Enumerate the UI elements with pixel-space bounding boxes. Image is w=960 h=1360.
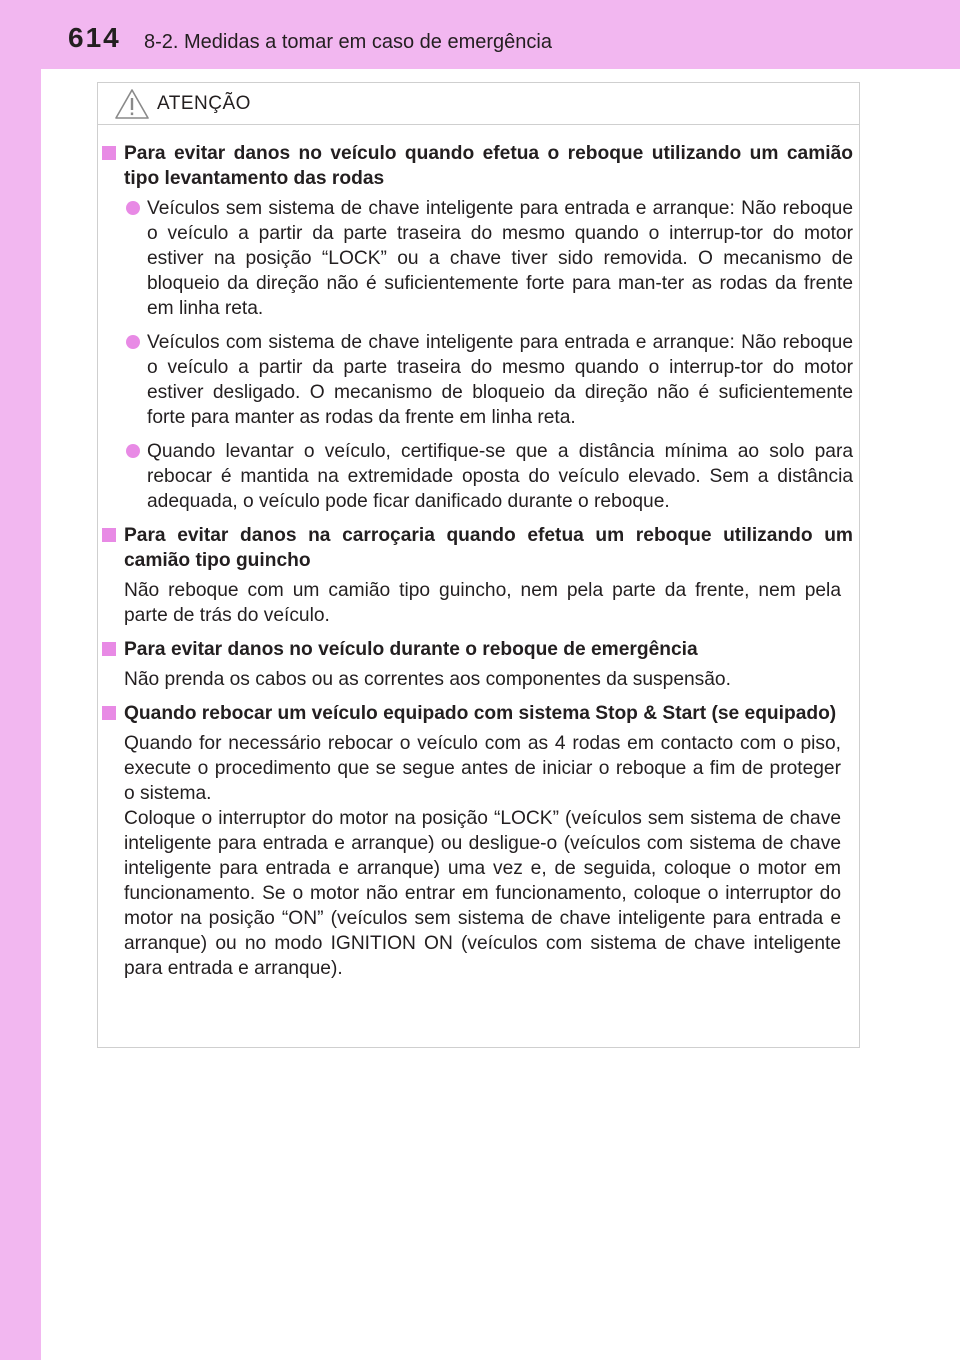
section-heading: Quando rebocar um veículo equipado com sistema Stop & Start (se equipado) (102, 701, 853, 726)
section-heading: Para evitar danos no veículo durante o reboque de emergência (102, 637, 853, 662)
circle-bullet-icon (126, 335, 140, 349)
list-item: Veículos sem sistema de chave inteligente para entrada e arranque: Não reboque o veículo a partir da parte traseira do mesmo quando o interrup-tor do motor estiver na posição “LOCK” ou a chave tiver sido removida. O mecanismo de bloqueio da direção não é suficientemente forte para man-ter as rodas da frente em linha reta. (102, 196, 853, 321)
square-bullet-icon (102, 706, 116, 720)
section-text: Não prenda os cabos ou as correntes aos componentes da suspensão. (124, 669, 731, 690)
section-text: Quando for necessário rebocar o veículo com as 4 rodas em contacto com o piso, execute o procedimento que se segue antes de iniciar o reboque a fim de proteger o sistema. (124, 733, 841, 804)
page-number: 614 (68, 22, 121, 53)
warning-title: ATENÇÃO (157, 93, 251, 114)
section-title: 8-2. Medidas a tomar em caso de emergência (144, 31, 552, 53)
circle-bullet-icon (126, 201, 140, 215)
warning-section (98, 141, 853, 514)
warning-box (97, 82, 860, 1048)
warning-triangle-icon (114, 88, 150, 120)
section-heading: Para evitar danos no veículo quando efetua o reboque utilizando um camião tipo levantamento das rodas (102, 141, 853, 191)
square-bullet-icon (102, 146, 116, 160)
warning-section (98, 637, 853, 692)
square-bullet-icon (102, 642, 116, 656)
warning-section (98, 523, 853, 628)
list-item: Veículos com sistema de chave inteligente para entrada e arranque: Não reboque o veículo a partir da parte traseira do mesmo quando o interrup-tor do motor estiver desligado. O mecanismo de bloqueio da direção não é suficientemente forte para manter as rodas da frente em linha reta. (102, 330, 853, 430)
section-text: Não reboque com um camião tipo guincho, nem pela parte da frente, nem pela parte de trás do veículo. (124, 580, 841, 626)
circle-bullet-icon (126, 444, 140, 458)
side-color-bar (0, 0, 41, 1360)
warning-content (98, 141, 859, 990)
warning-header (98, 83, 859, 125)
section-heading: Para evitar danos na carroçaria quando efetua um reboque utilizando um camião tipo guincho (102, 523, 853, 573)
section-text: Coloque o interruptor do motor na posição “LOCK” (veículos sem sistema de chave inteligente para entrada e arranque) ou desligue-o (veículos com sistema de chave inteligente para entrada e arranque) uma vez e, de seguida, coloque o motor em funcionamento. Se o motor não entrar em funcionamento, coloque o interruptor do motor na posição “ON” (veículos sem sistema de chave inteligente para entrada e arranque) ou no modo IGNITION ON (veículos com sistema de chave inteligente para entrada e arranque). (124, 808, 841, 979)
square-bullet-icon (102, 528, 116, 542)
list-item: Quando levantar o veículo, certifique-se que a distância mínima ao solo para rebocar é mantida na extremidade oposta do veículo elevado. Sem a distância adequada, o veículo pode ficar danificado durante o reboque. (102, 439, 853, 514)
warning-section (98, 701, 853, 981)
